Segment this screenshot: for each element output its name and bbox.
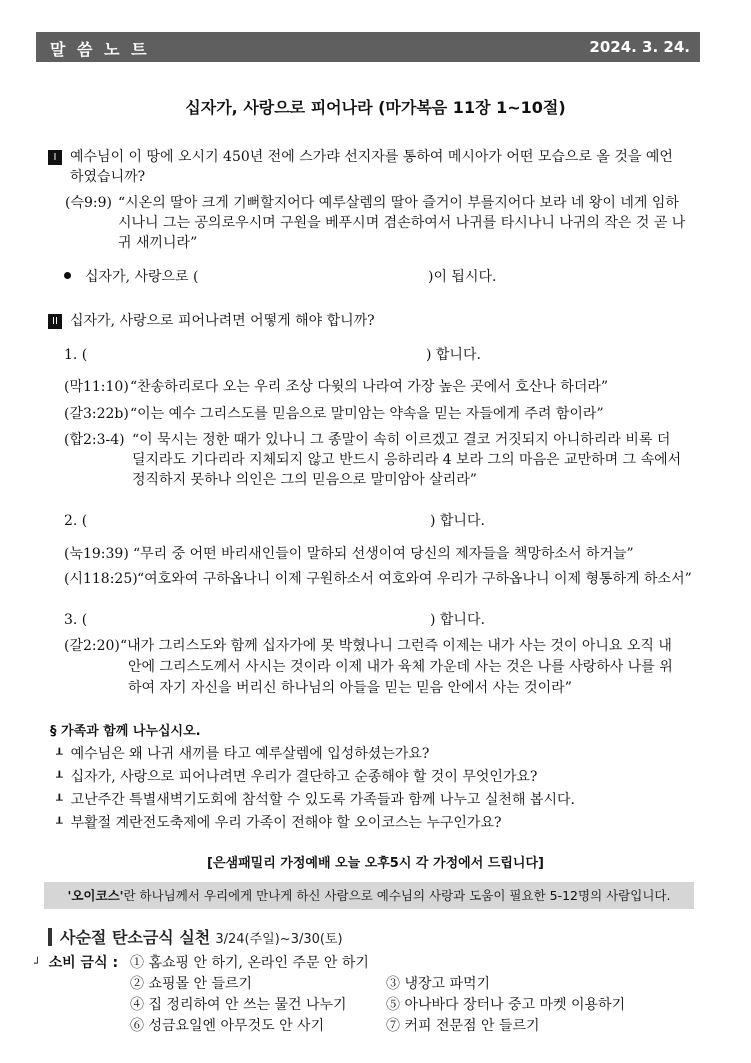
- verse-hab-line1: “이 묵시는 정한 때가 있나니 그 종말이 속히 이르겠고 결코 거짓되지 아니하리라 비록 더: [132, 432, 671, 448]
- fast-date-range: 3/24(주일)~3/30(토): [215, 932, 343, 947]
- verse-mark-text: “찬송하리로다 오는 우리 조상 다윗의 나라여 가장 높은 곳에서 호산나 하더라”: [130, 379, 609, 395]
- question-1-text-line2: 하였습니까?: [70, 169, 146, 185]
- answer-1-start: 1. (: [64, 347, 88, 363]
- answer-2-start: 2. (: [64, 513, 88, 529]
- oikos-definition: 란 하나님께서 우리에게 만나게 하신 사람으로 예수님의 사랑과 도움이 필요한 5-12명의 사람입니다.: [123, 888, 671, 903]
- corner-mark-icon: ┸: [56, 771, 63, 784]
- fill-in-1-end: )이 됩시다.: [428, 269, 497, 285]
- verse-luke-text: “무리 중 어떤 바리새인들이 말하되 선생이여 당신의 제자들을 책망하소서 하거늘”: [133, 546, 634, 562]
- share-item: ┸ 고난주간 특별새벽기도회에 참석할 수 있도록 가족들과 함께 나누고 실천해 봅시다.: [56, 792, 575, 808]
- fast-item: ⑦ 커피 전문점 안 들르기: [386, 1018, 540, 1034]
- question-1-text-line1: 예수님이 이 땅에 오시기 450년 전에 스가랴 선지자를 통하여 메시아가 어떤 모습으로 올 것을 예언: [70, 149, 673, 165]
- fast-item: ② 쇼핑몰 안 들르기: [130, 976, 253, 992]
- fast-label: [34, 953, 118, 974]
- verse-hab-line2: 딜지라도 기다리라 지체되지 않고 반드시 응하리라 4 보라 그의 마음은 교만하며 그 속에서: [132, 452, 682, 468]
- question-2-number: II: [48, 314, 62, 329]
- share-item: ┸ 부활절 계란전도축제에 우리 가족이 전해야 할 오이코스는 누구인가요?: [56, 815, 502, 831]
- share-heading: § 가족과 함께 나누십시오.: [50, 724, 201, 739]
- verse-mark-ref: (막11:10): [64, 379, 129, 395]
- verse-gal2-line3: 하여 자기 자신을 버리신 하나님의 아들을 믿는 믿음 안에서 사는 것이라”: [128, 680, 572, 696]
- question-1-number: I: [48, 150, 62, 165]
- answer-2-end: ) 합니다.: [430, 513, 485, 529]
- verse-gal3-text: “이는 예수 그리스도를 믿음으로 말미암는 약속을 믿는 자들에게 주려 함이라”: [130, 406, 604, 422]
- corner-mark-icon: ┸: [56, 748, 63, 761]
- verse-zech-line3: 귀 새끼니라”: [118, 235, 198, 251]
- answer-1-end: ) 합니다.: [426, 347, 481, 363]
- verse-psalm-text: “여호와여 구하옵나니 이제 구원하소서 여호와여 우리가 구하옵나니 이제 형통하게 하소서”: [137, 571, 692, 587]
- verse-hab-ref: (합2:3-4): [64, 432, 125, 448]
- share-item: ┸ 십자가, 사랑으로 피어나려면 우리가 결단하고 순종해야 할 것이 무엇인가요?: [56, 769, 538, 785]
- share-item: ┸ 예수님은 왜 나귀 새끼를 타고 예루살렘에 입성하셨는가요?: [56, 746, 430, 762]
- question-1: [48, 147, 673, 167]
- corner-mark-icon: ┘: [34, 957, 41, 970]
- answer-3-start: 3. (: [64, 612, 88, 628]
- header-bar: [36, 32, 700, 62]
- fast-item: ④ 집 정리하여 안 쓰는 물건 나누기: [130, 997, 347, 1013]
- fast-label-text: 소비 금식 :: [48, 955, 119, 971]
- verse-gal3-ref: (갈3:22b): [64, 406, 129, 422]
- question-2: [48, 311, 375, 331]
- fast-item: ⑤ 아나바다 장터나 중고 마켓 이용하기: [386, 997, 626, 1013]
- verse-gal2-line1: “내가 그리스도와 함께 십자가에 못 박혔나니 그런즉 이제는 내가 사는 것이 아니요 오직 내: [120, 638, 672, 654]
- verse-zech-line1: “시온의 딸아 크게 기뻐할지어다 예루살렘의 딸아 즐거이 부를지어다 보라 네 왕이 네게 임하: [118, 195, 679, 211]
- fill-in-1-start: 십자가, 사랑으로 (: [85, 269, 199, 285]
- fast-item: ① 홈쇼핑 안 하기, 온라인 주문 안 하기: [130, 955, 369, 971]
- verse-zech-ref: (슥9:9): [65, 195, 112, 211]
- verse-gal2-ref: (갈2:20): [64, 638, 120, 654]
- header-title: 말 씀 노 트: [50, 40, 150, 59]
- fast-heading: [48, 925, 343, 948]
- oikos-box: [44, 882, 694, 909]
- fast-heading-text: 사순절 탄소금식 실천: [60, 928, 211, 947]
- verse-luke-ref: (눅19:39): [64, 546, 129, 562]
- verse-gal2-line2: 안에 그리스도께서 사시는 것이라 이제 내가 육체 가운데 사는 것은 나를 사랑하사 나를 위: [128, 659, 673, 675]
- family-worship-notice: [은샘패밀리 가정예배 오늘 오후5시 각 가정에서 드립니다]: [207, 856, 544, 871]
- sermon-title: 십자가, 사랑으로 피어나라 (마가복음 11장 1~10절): [185, 98, 566, 117]
- header-date: 2024. 3. 24.: [589, 38, 690, 56]
- answer-3-end: ) 합니다.: [430, 612, 485, 628]
- question-2-text: 십자가, 사랑으로 피어나려면 어떻게 해야 합니까?: [70, 313, 375, 329]
- bullet-dot-icon: [64, 272, 71, 279]
- verse-zech-line2: 시나니 그는 공의로우시며 구원을 베푸시며 겸손하여서 나귀를 타시나니 나귀의 작은 것 곧 나: [118, 215, 686, 231]
- fast-item: ⑥ 성금요일엔 아무것도 안 사기: [130, 1018, 325, 1034]
- oikos-term: '오이코스': [67, 888, 124, 903]
- verse-hab-line3: 정직하지 못하나 의인은 그의 믿음으로 말미암아 살리라”: [132, 472, 477, 488]
- verse-psalm-ref: (시118:25): [64, 571, 138, 587]
- corner-mark-icon: ┸: [56, 817, 63, 830]
- corner-mark-icon: ┸: [56, 794, 63, 807]
- fill-in-1: [64, 267, 198, 287]
- fast-item: ③ 냉장고 파먹기: [386, 976, 491, 992]
- heading-bar-icon: [48, 928, 52, 946]
